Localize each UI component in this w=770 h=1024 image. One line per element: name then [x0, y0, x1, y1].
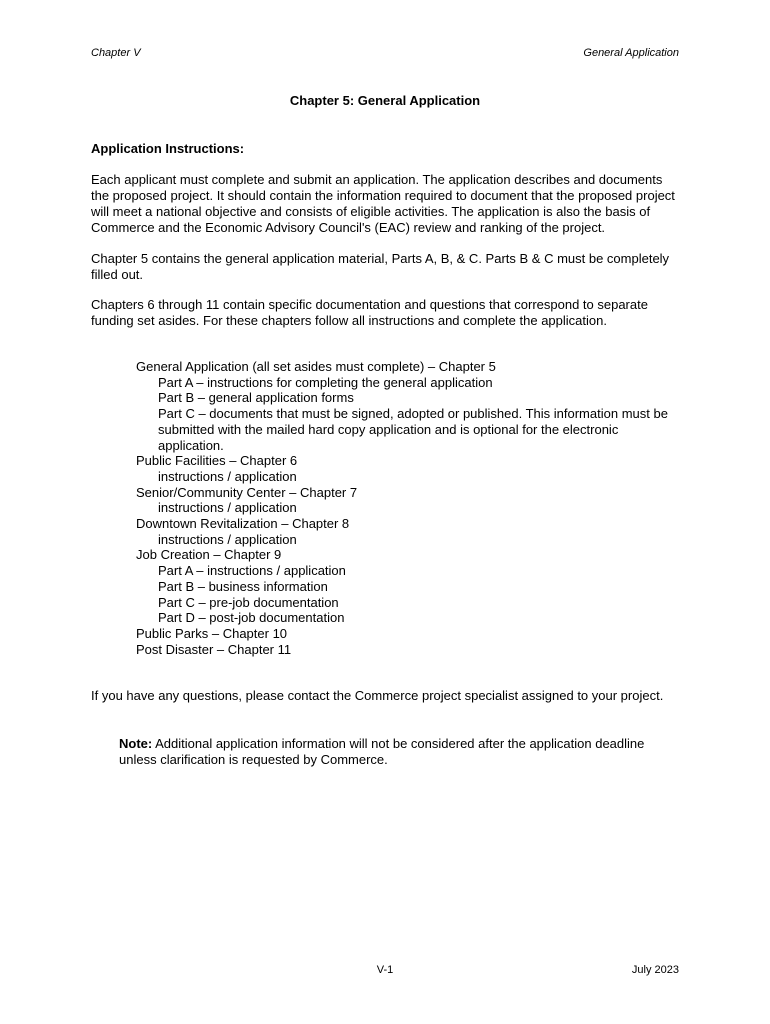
footer-date: July 2023	[631, 964, 679, 976]
note-text: Additional application information will not be considered after the application deadline unless clarification is requested by Commerce.	[119, 736, 645, 767]
outline-item: Post Disaster – Chapter 11	[136, 641, 292, 657]
outline-subitem: instructions / application	[158, 468, 297, 484]
outline-subitem: Part C – pre-job documentation	[158, 594, 339, 610]
outline-subitem: instructions / application	[158, 500, 297, 516]
outline-subitem: Part A – instructions / application	[158, 563, 346, 579]
header-chapter: Chapter V	[91, 47, 141, 59]
outline-item: Public Parks – Chapter 10	[136, 625, 288, 641]
footer-page-number: V-1	[376, 964, 394, 976]
note-paragraph	[119, 736, 679, 768]
outline-item: General Application (all set asides must complete) – Chapter 5	[136, 359, 496, 374]
contact-paragraph: If you have any questions, please contact the Commerce project specialist assigned to your project.	[91, 688, 664, 703]
outline-subitem: Part B – general application forms	[158, 390, 354, 406]
outline-item: Downtown Revitalization – Chapter 8	[136, 516, 350, 532]
outline-subitem: instructions / application	[158, 531, 297, 547]
paragraph-intro: Each applicant must complete and submit an application. The application describes and documents the proposed project. It should contain the information required to document that the proposed project will meet a national objective and consists of eligible activities. The application is also the basis of Commerce and the Economic Advisory Council's (EAC) review and ranking of the project.	[91, 172, 675, 235]
outline-item: Public Facilities – Chapter 6	[136, 453, 298, 469]
header-section: General Application	[583, 47, 679, 59]
paragraph-chapter5: Chapter 5 contains the general application material, Parts A, B, & C. Parts B & C must be completely filled out.	[91, 251, 670, 282]
paragraph-chapters-6-11: Chapters 6 through 11 contain specific documentation and questions that correspond to separate funding set asides. For these chapters follow all instructions and complete the application.	[91, 297, 648, 328]
outline-item: Senior/Community Center – Chapter 7	[136, 484, 358, 500]
outline-subitem: Part A – instructions for completing the general application	[158, 374, 493, 390]
chapter-outline	[136, 359, 682, 657]
page-title: Chapter 5: General Application	[289, 93, 481, 108]
section-heading: Application Instructions:	[91, 141, 245, 156]
outline-item: Job Creation – Chapter 9	[136, 547, 282, 563]
outline-subitem: Part B – business information	[158, 578, 328, 594]
note-label: Note:	[119, 736, 153, 751]
outline-subitem: Part C – documents that must be signed, adopted or published. This information must be submitted with the mailed hard copy application and is optional for the electronic application.	[158, 406, 668, 453]
outline-subitem: Part D – post-job documentation	[158, 610, 345, 626]
